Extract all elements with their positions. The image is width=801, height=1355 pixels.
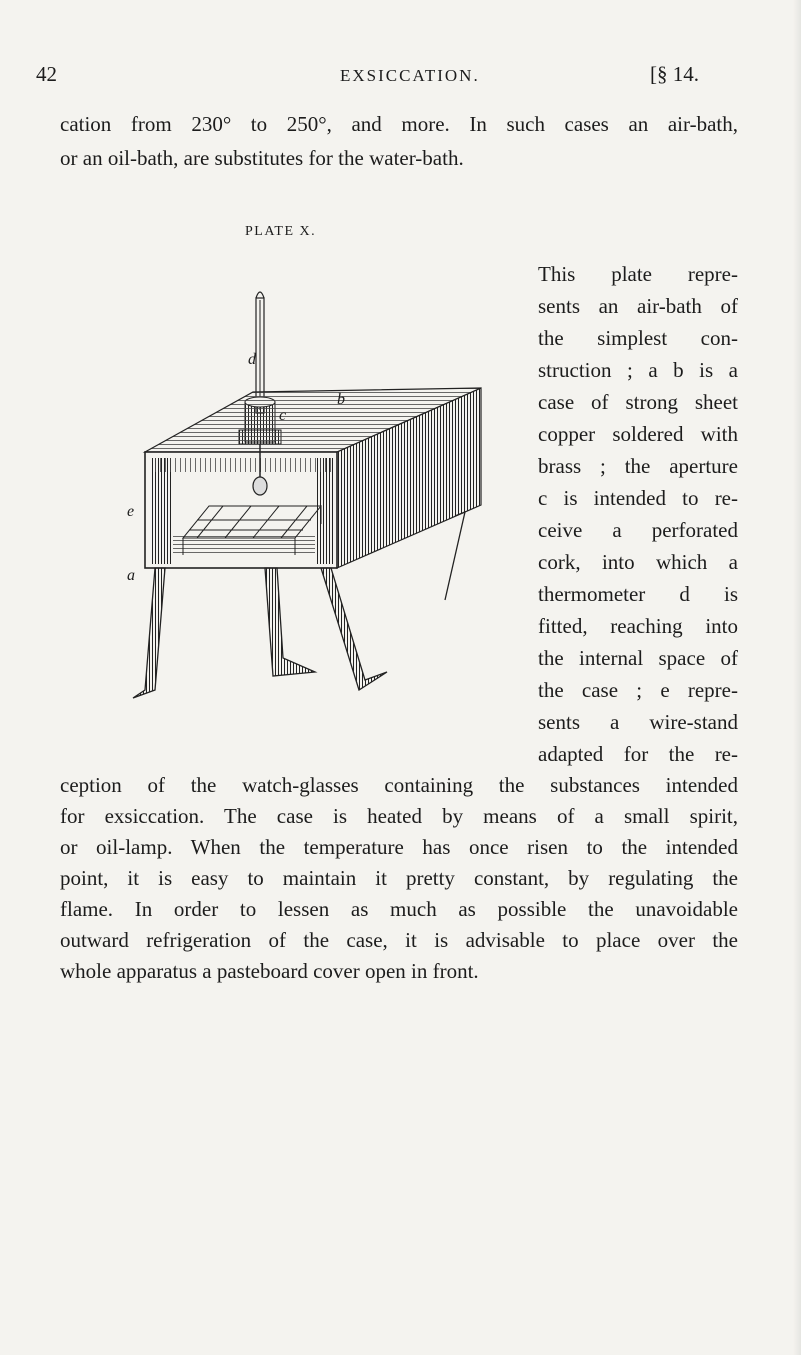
caption-line: sents an air-bath of bbox=[538, 294, 738, 318]
page-edge-shadow bbox=[793, 0, 801, 1355]
caption-line: the internal space of bbox=[538, 646, 738, 670]
section-reference: [§ 14. bbox=[650, 62, 699, 86]
caption-line: case of strong sheet bbox=[538, 390, 738, 414]
caption-line: c is intended to re- bbox=[538, 486, 738, 510]
figure-letter-a: a bbox=[127, 567, 135, 584]
caption-line: the case ; e repre- bbox=[538, 678, 738, 702]
caption-line: copper soldered with bbox=[538, 422, 738, 446]
body-line: or oil-lamp. When the temperature has once risen to the intended bbox=[60, 835, 738, 859]
body-line: outward refrigeration of the case, it is advisable to place over the bbox=[60, 928, 738, 952]
body-line: whole apparatus a pasteboard cover open in front. bbox=[60, 959, 479, 983]
running-head: EXSICCATION. bbox=[340, 66, 480, 85]
body-line: for exsiccation. The case is heated by means of a small spirit, bbox=[60, 804, 738, 828]
caption-line: adapted for the re- bbox=[538, 742, 738, 766]
figure-letter-c: c bbox=[279, 407, 287, 424]
caption-line: the simplest con- bbox=[538, 326, 738, 350]
caption-line: ceive a perforated bbox=[538, 518, 738, 542]
case-front-opening bbox=[145, 452, 337, 568]
caption-line: thermometer d is bbox=[538, 582, 738, 606]
figure-letter-b: b bbox=[337, 391, 345, 408]
intro-line: cation from 230° to 250°, and more. In such cases an air-bath, bbox=[60, 112, 738, 136]
caption-line: cork, into which a bbox=[538, 550, 738, 574]
caption-line: fitted, reaching into bbox=[538, 614, 738, 638]
intro-line: or an oil-bath, are substitutes for the water-bath. bbox=[60, 146, 464, 170]
caption-line: This plate repre- bbox=[538, 262, 738, 286]
page-number: 42 bbox=[36, 62, 57, 86]
figure-letter-d: d bbox=[248, 351, 256, 368]
caption-line: brass ; the aperture bbox=[538, 454, 738, 478]
figure-letter-e: e bbox=[127, 503, 135, 520]
body-line: flame. In order to lessen as much as possible the unavoidable bbox=[60, 897, 738, 921]
air-bath-illustration bbox=[125, 280, 505, 710]
plate-label: PLATE X. bbox=[245, 224, 317, 239]
caption-line: struction ; a b is a bbox=[538, 358, 738, 382]
body-line: ception of the watch-glasses containing the substances intended bbox=[60, 773, 738, 797]
body-line: point, it is easy to maintain it pretty constant, by regulating the bbox=[60, 866, 738, 890]
caption-line: sents a wire-stand bbox=[538, 710, 738, 734]
